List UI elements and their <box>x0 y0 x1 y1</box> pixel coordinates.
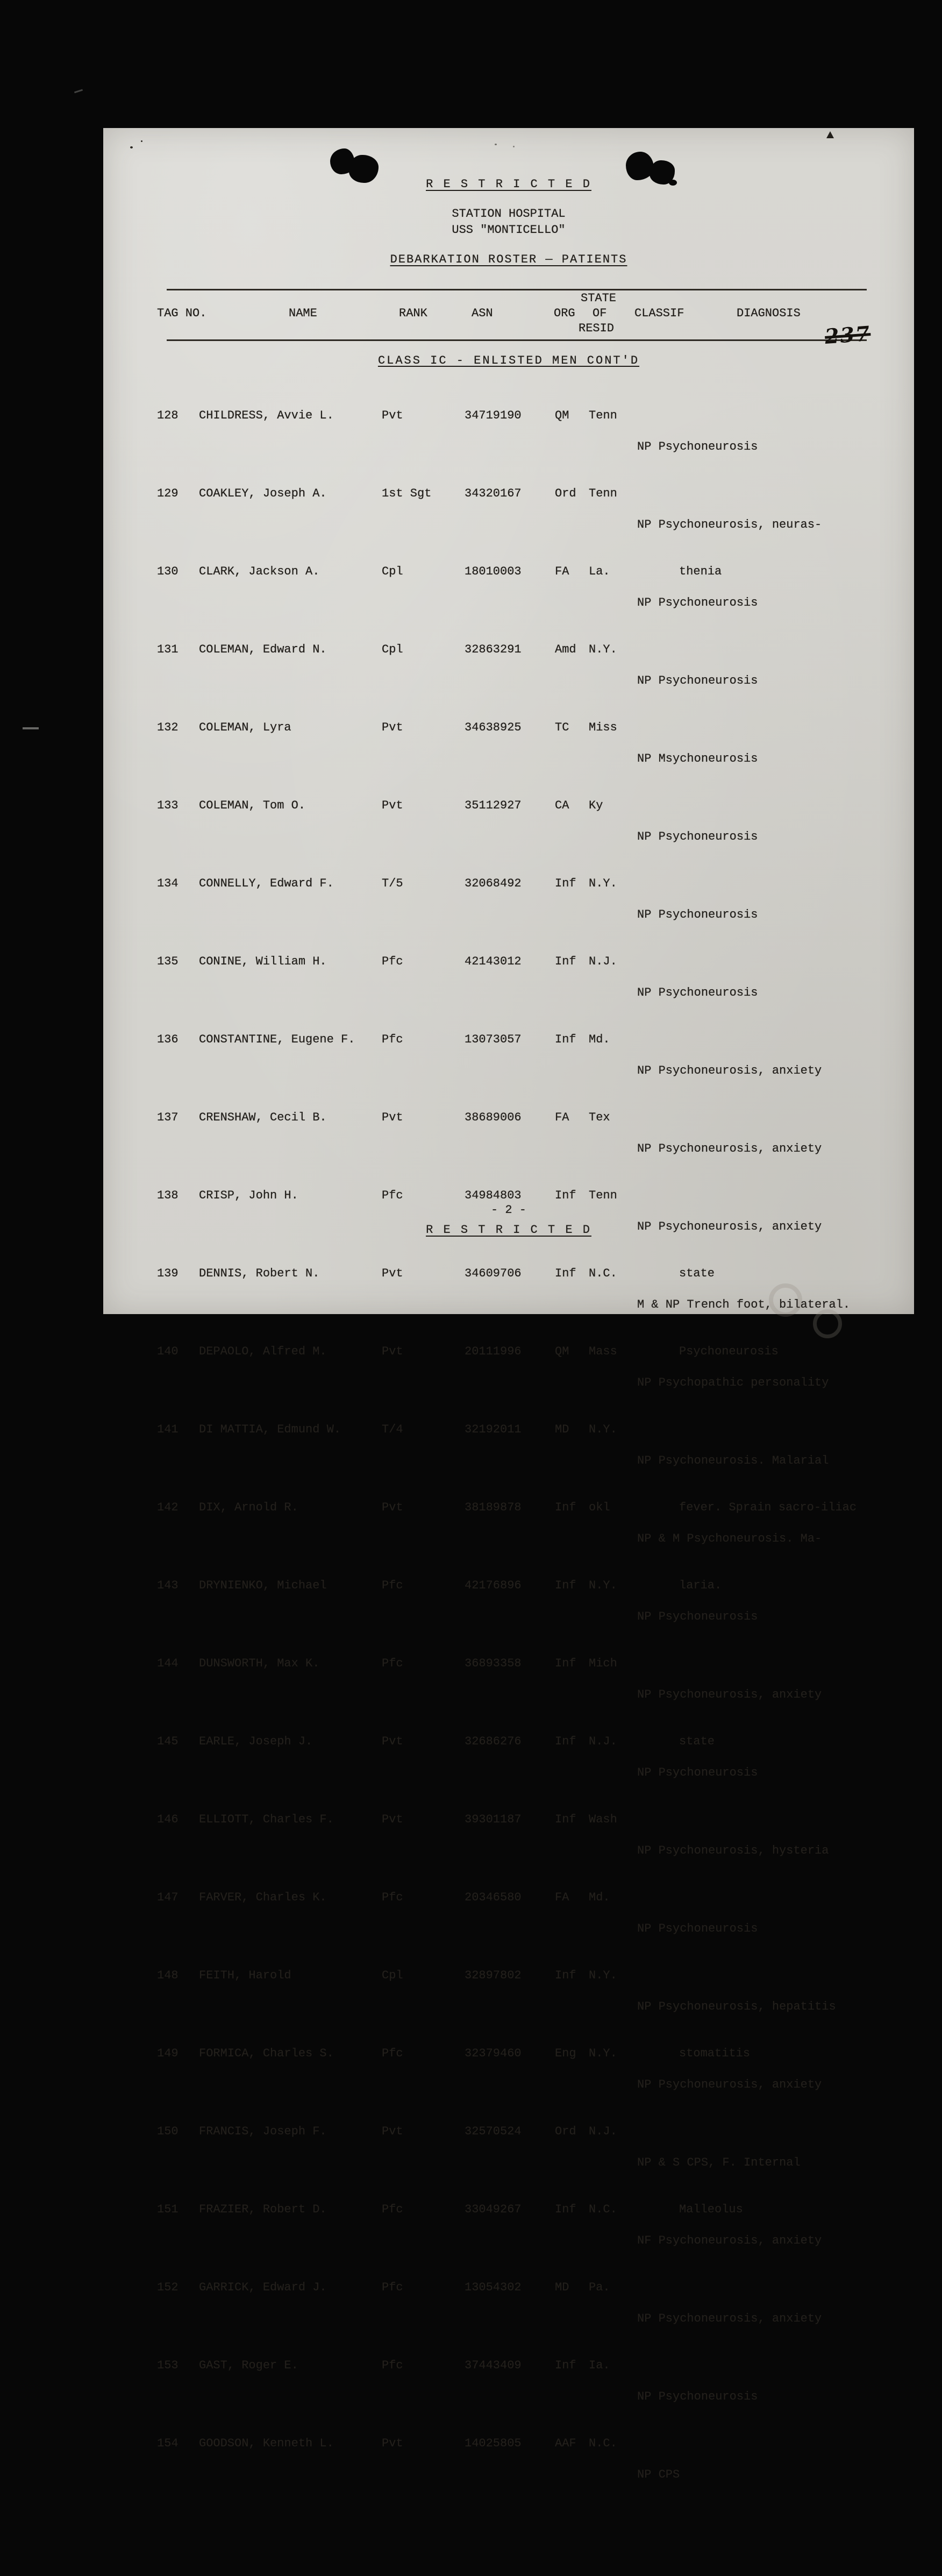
tag-no: 136 <box>157 1033 179 1046</box>
patient-name: ELLIOTT, Charles F. <box>199 1813 334 1826</box>
diagnosis: Psychoneurosis, anxiety <box>651 2234 822 2247</box>
table-row <box>103 2202 914 2247</box>
state-of-resid: Mich <box>589 1657 617 1670</box>
org: Inf <box>555 1579 576 1592</box>
asn: 32068492 <box>465 877 522 890</box>
letterhead-hospital: STATION HOSPITAL <box>452 207 566 221</box>
tag-no: 128 <box>157 409 179 422</box>
org: Inf <box>555 955 576 968</box>
asn: 20111996 <box>465 1345 522 1358</box>
scan-speck <box>495 144 497 145</box>
state-of-resid: N.Y. <box>589 643 617 656</box>
diagnosis: Psychoneurosis <box>651 2390 758 2403</box>
table-row <box>103 564 914 609</box>
document-title: DEBARKATION ROSTER — PATIENTS <box>390 253 627 266</box>
col-header-rank: RANK <box>399 307 427 320</box>
state-of-resid: Md. <box>589 1891 610 1904</box>
rank: Pfc <box>382 2203 403 2216</box>
asn: 34719190 <box>465 409 522 422</box>
rank: Pfc <box>382 2359 403 2372</box>
patient-name: CONINE, William H. <box>199 955 327 968</box>
classif: NP <box>637 1844 652 1857</box>
org: AAF <box>555 2437 576 2450</box>
diagnosis: Psychoneurosis <box>651 674 758 687</box>
tag-no: 151 <box>157 2203 179 2216</box>
diagnosis-continuation: laria. <box>679 1579 722 1592</box>
org: Inf <box>555 1267 576 1280</box>
classif-and-diagnosis <box>637 2358 910 2436</box>
org: QM <box>555 1345 569 1358</box>
asn: 32897802 <box>465 1969 522 1982</box>
classif-and-diagnosis <box>637 798 910 876</box>
diagnosis: Psychoneurosis <box>651 1610 758 1623</box>
letterhead-ship: USS "MONTICELLO" <box>452 223 566 237</box>
classif-and-diagnosis <box>637 720 910 798</box>
org: Inf <box>555 1813 576 1826</box>
diagnosis: Psychoneurosis <box>651 1922 758 1935</box>
patient-name: CLARK, Jackson A. <box>199 565 320 578</box>
classif: NP <box>637 1688 652 1701</box>
org: FA <box>555 1111 569 1124</box>
classif-and-diagnosis <box>637 1812 910 1890</box>
patient-name: FORMICA, Charles S. <box>199 2047 334 2060</box>
classif: NP <box>637 1922 652 1935</box>
classif: NP <box>637 2000 652 2013</box>
col-header-resid: RESID <box>579 322 615 335</box>
table-row <box>103 954 914 999</box>
rank: Pvt <box>382 1813 403 1826</box>
rank: Pfc <box>382 1033 403 1046</box>
classification-banner-top: R E S T R I C T E D <box>426 178 591 191</box>
asn: 33049267 <box>465 2203 522 2216</box>
classif-and-diagnosis <box>637 1032 910 1110</box>
rank: Pvt <box>382 1345 403 1358</box>
rank: Pfc <box>382 1189 403 1202</box>
table-row <box>103 1890 914 1935</box>
state-of-resid: N.Y. <box>589 2047 617 2060</box>
diagnosis-continuation: thenia <box>679 565 722 578</box>
org: Inf <box>555 877 576 890</box>
tag-no: 135 <box>157 955 179 968</box>
asn: 32570524 <box>465 2125 522 2138</box>
asn: 34320167 <box>465 487 522 500</box>
col-header-org: ORG <box>554 307 575 320</box>
org: Inf <box>555 2359 576 2372</box>
diagnosis: Msychoneurosis <box>651 752 758 765</box>
patient-name: CONSTANTINE, Eugene F. <box>199 1033 355 1046</box>
patient-name: FRANCIS, Joseph F. <box>199 2125 327 2138</box>
patient-name: CONNELLY, Edward F. <box>199 877 334 890</box>
org: Inf <box>555 1189 576 1202</box>
tag-no: 145 <box>157 1735 179 1748</box>
table-row <box>103 720 914 765</box>
tag-no: 149 <box>157 2047 179 2060</box>
patient-name: DIX, Arnold R. <box>199 1501 298 1514</box>
col-header-diagnosis: DIAGNOSIS <box>737 307 801 320</box>
tag-no: 138 <box>157 1189 179 1202</box>
diagnosis: Psychoneurosis, neuras- <box>651 518 822 531</box>
col-header-classif: CLASSIF <box>634 307 684 320</box>
classif-and-diagnosis <box>637 1890 910 1968</box>
org: Inf <box>555 1501 576 1514</box>
diagnosis: Psychoneurosis, hepatitis <box>651 2000 836 2013</box>
patient-name: EARLE, Joseph J. <box>199 1735 313 1748</box>
org: Inf <box>555 1033 576 1046</box>
patient-name: FARVER, Charles K. <box>199 1891 327 1904</box>
table-row <box>103 876 914 921</box>
tag-no: 131 <box>157 643 179 656</box>
classif: NF <box>637 2234 652 2247</box>
table-row <box>103 2046 914 2091</box>
patient-name: COLEMAN, Tom O. <box>199 799 306 812</box>
tag-no: 130 <box>157 565 179 578</box>
classif-and-diagnosis <box>637 1110 910 1188</box>
state-of-resid: Tenn <box>589 1189 617 1202</box>
patient-name: FRAZIER, Robert D. <box>199 2203 327 2216</box>
rank: Pfc <box>382 955 403 968</box>
asn: 20346580 <box>465 1891 522 1904</box>
asn: 42176896 <box>465 1579 522 1592</box>
org: Ord <box>555 487 576 500</box>
table-rule-bottom <box>167 339 867 341</box>
patient-name: FEITH, Harold <box>199 1969 291 1982</box>
state-of-resid: Tenn <box>589 409 617 422</box>
classif: M & NP <box>637 1298 680 1311</box>
classif: NP <box>637 1376 652 1389</box>
patient-name: GOODSON, Kenneth L. <box>199 2437 334 2450</box>
table-row <box>103 1734 914 1779</box>
org: MD <box>555 1423 569 1436</box>
rank: Pvt <box>382 1735 403 1748</box>
state-of-resid: N.C. <box>589 2437 617 2450</box>
section-heading: CLASS IC - ENLISTED MEN CONT'D <box>377 354 640 367</box>
rank: Pvt <box>382 1111 403 1124</box>
classif-and-diagnosis <box>637 2280 910 2358</box>
patient-name: DRYNIENKO, Michael <box>199 1579 327 1592</box>
asn: 18010003 <box>465 565 522 578</box>
rank: Pvt <box>382 799 403 812</box>
scan-speck <box>513 146 515 147</box>
diagnosis: CPS <box>651 2468 680 2481</box>
tag-no: 146 <box>157 1813 179 1826</box>
asn: 42143012 <box>465 955 522 968</box>
asn: 38189878 <box>465 1501 522 1514</box>
rank: Pfc <box>382 1657 403 1670</box>
classif: NP <box>637 596 652 609</box>
diagnosis: Trench foot, bilateral. <box>680 1298 851 1311</box>
rank: Cpl <box>382 643 403 656</box>
org: CA <box>555 799 569 812</box>
classification-banner-bottom: R E S T R I C T E D <box>426 1223 591 1237</box>
state-of-resid: N.J. <box>589 1735 617 1748</box>
asn: 14025805 <box>465 2437 522 2450</box>
diagnosis-continuation: stomatitis <box>679 2047 751 2060</box>
tag-no: 148 <box>157 1969 179 1982</box>
patient-name: COAKLEY, Joseph A. <box>199 487 327 500</box>
classif: NP & M <box>637 1532 680 1545</box>
state-of-resid: Ky <box>589 799 603 812</box>
tag-no: 142 <box>157 1501 179 1514</box>
patient-name: CRENSHAW, Cecil B. <box>199 1111 327 1124</box>
org: Inf <box>555 1735 576 1748</box>
org: Eng <box>555 2047 576 2060</box>
table-row <box>103 1032 914 1077</box>
scan-artifact-dash <box>23 727 39 729</box>
col-header-state: STATE <box>581 292 617 305</box>
org: Inf <box>555 1969 576 1982</box>
asn: 32686276 <box>465 1735 522 1748</box>
org: FA <box>555 565 569 578</box>
state-of-resid: N.C. <box>589 1267 617 1280</box>
rank: Pvt <box>382 2437 403 2450</box>
classif: NP <box>637 440 652 453</box>
table-row <box>103 2436 914 2481</box>
tag-no: 143 <box>157 1579 179 1592</box>
asn: 34984803 <box>465 1189 522 1202</box>
tag-no: 140 <box>157 1345 179 1358</box>
classif: NP <box>637 1220 652 1233</box>
paper-sheet <box>103 128 914 2481</box>
tag-no: 132 <box>157 721 179 734</box>
classif: NP <box>637 2312 652 2325</box>
table-row <box>103 408 914 453</box>
tag-no: 153 <box>157 2359 179 2372</box>
classif: NP <box>637 1766 652 1779</box>
diagnosis: Psychoneurosis. Malarial <box>651 1454 829 1467</box>
asn: 35112927 <box>465 799 522 812</box>
diagnosis: Psychoneurosis <box>651 830 758 843</box>
diagnosis: Psychoneurosis. Ma- <box>680 1532 822 1545</box>
handwritten-page-number: 237 <box>824 321 872 349</box>
patient-name: GARRICK, Edward J. <box>199 2281 327 2294</box>
state-of-resid: N.Y. <box>589 1969 617 1982</box>
diagnosis-continuation: state <box>679 1735 715 1748</box>
table-row <box>103 1578 914 1623</box>
diagnosis: Psychoneurosis, anxiety <box>651 1142 822 1155</box>
classif: NP <box>637 752 652 765</box>
diagnosis-continuation: state <box>679 1267 715 1280</box>
rank: Pvt <box>382 1501 403 1514</box>
scan-artifact-triangle <box>826 131 834 138</box>
asn: 38689006 <box>465 1111 522 1124</box>
table-row <box>103 2358 914 2403</box>
classif: NP <box>637 1454 652 1467</box>
table-row <box>103 1812 914 1857</box>
tag-no: 129 <box>157 487 179 500</box>
org: Amd <box>555 643 576 656</box>
col-header-name: NAME <box>289 307 317 320</box>
rank: Pfc <box>382 2047 403 2060</box>
col-header-state-of: OF <box>593 307 607 320</box>
state-of-resid: okl <box>589 1501 610 1514</box>
table-row <box>103 1344 914 1389</box>
tag-no: 137 <box>157 1111 179 1124</box>
state-of-resid: N.J. <box>589 2125 617 2138</box>
classif-and-diagnosis <box>637 564 910 642</box>
patient-name: CRISP, John H. <box>199 1189 298 1202</box>
patient-name: COLEMAN, Lyra <box>199 721 291 734</box>
asn: 13073057 <box>465 1033 522 1046</box>
classif: NP <box>637 2468 652 2481</box>
rank: T/5 <box>382 877 403 890</box>
state-of-resid: N.J. <box>589 955 617 968</box>
classif-and-diagnosis <box>637 1578 910 1656</box>
state-of-resid: Ia. <box>589 2359 610 2372</box>
tag-no: 150 <box>157 2125 179 2138</box>
page-number: - 2 - <box>490 1203 526 1217</box>
state-of-resid: N.C. <box>589 2203 617 2216</box>
patient-name: DUNSWORTH, Max K. <box>199 1657 320 1670</box>
classif: NP <box>637 908 652 921</box>
classif-and-diagnosis <box>637 1734 910 1812</box>
rank: 1st Sgt <box>382 487 432 500</box>
state-of-resid: Tenn <box>589 487 617 500</box>
asn: 37443409 <box>465 2359 522 2372</box>
classif: NP <box>637 518 652 531</box>
diagnosis: Psychoneurosis, anxiety <box>651 2078 822 2091</box>
classif-and-diagnosis <box>637 954 910 1032</box>
diagnosis: Psychoneurosis <box>651 440 758 453</box>
roster-rows <box>103 377 914 2482</box>
state-of-resid: Wash <box>589 1813 617 1826</box>
asn: 32863291 <box>465 643 522 656</box>
classif: NP <box>637 1142 652 1155</box>
org: MD <box>555 2281 569 2294</box>
diagnosis: Psychopathic personality <box>651 1376 829 1389</box>
state-of-resid: Miss <box>589 721 617 734</box>
diagnosis: Psychoneurosis, anxiety <box>651 1064 822 1077</box>
table-row <box>103 642 914 687</box>
table-row <box>103 1110 914 1155</box>
rank: T/4 <box>382 1423 403 1436</box>
asn: 34638925 <box>465 721 522 734</box>
asn: 32379460 <box>465 2047 522 2060</box>
classif-and-diagnosis <box>637 642 910 720</box>
scan-artifact-tick <box>74 89 83 94</box>
rank: Pvt <box>382 721 403 734</box>
tag-no: 154 <box>157 2437 179 2450</box>
asn: 36893358 <box>465 1657 522 1670</box>
rank: Pfc <box>382 1891 403 1904</box>
classif-and-diagnosis <box>637 2436 910 2514</box>
state-of-resid: Mass <box>589 1345 617 1358</box>
state-of-resid: N.Y. <box>589 877 617 890</box>
classif: NP <box>637 986 652 999</box>
rank: Pvt <box>382 409 403 422</box>
org: Inf <box>555 1657 576 1670</box>
patient-name: DEPAOLO, Alfred M. <box>199 1345 327 1358</box>
patient-name: GAST, Roger E. <box>199 2359 298 2372</box>
classif-and-diagnosis <box>637 876 910 954</box>
rank: Pvt <box>382 1267 403 1280</box>
classif: NP <box>637 1610 652 1623</box>
tag-no: 147 <box>157 1891 179 1904</box>
state-of-resid: Tex <box>589 1111 610 1124</box>
rank: Pvt <box>382 2125 403 2138</box>
state-of-resid: La. <box>589 565 610 578</box>
diagnosis-continuation: Psychoneurosis <box>679 1345 779 1358</box>
diagnosis: Psychoneurosis <box>651 1766 758 1779</box>
diagnosis-continuation: Malleolus <box>679 2203 743 2216</box>
tag-no: 139 <box>157 1267 179 1280</box>
diagnosis: Psychoneurosis, hysteria <box>651 1844 829 1857</box>
rank: Cpl <box>382 565 403 578</box>
col-header-tag-no: TAG NO. <box>157 307 207 320</box>
asn: 32192011 <box>465 1423 522 1436</box>
diagnosis: CPS, F. Internal <box>680 2156 801 2169</box>
classif: NP <box>637 2078 652 2091</box>
classif-and-diagnosis <box>637 2046 910 2124</box>
rank: Cpl <box>382 1969 403 1982</box>
tag-no: 133 <box>157 799 179 812</box>
tag-no: 141 <box>157 1423 179 1436</box>
org: QM <box>555 409 569 422</box>
rank: Pfc <box>382 1579 403 1592</box>
state-of-resid: N.Y. <box>589 1423 617 1436</box>
table-row <box>103 798 914 843</box>
patient-name: COLEMAN, Edward N. <box>199 643 327 656</box>
scan-speck <box>141 140 142 142</box>
tag-no: 134 <box>157 877 179 890</box>
tag-no: 152 <box>157 2281 179 2294</box>
org: FA <box>555 1891 569 1904</box>
classif: NP <box>637 830 652 843</box>
classif-and-diagnosis <box>637 408 910 486</box>
classif: NP <box>637 1064 652 1077</box>
classif: NP & S <box>637 2156 680 2169</box>
diagnosis-continuation: fever. Sprain sacro-iliac <box>679 1501 857 1514</box>
state-of-resid: Md. <box>589 1033 610 1046</box>
org: TC <box>555 721 569 734</box>
classif: NP <box>637 674 652 687</box>
state-of-resid: N.Y. <box>589 1579 617 1592</box>
patient-name: DENNIS, Robert N. <box>199 1267 320 1280</box>
scan-speck <box>130 146 133 148</box>
classif-and-diagnosis <box>637 1344 910 1422</box>
diagnosis: Psychoneurosis <box>651 986 758 999</box>
col-header-asn: ASN <box>472 307 493 320</box>
tag-no: 144 <box>157 1657 179 1670</box>
asn: 39301187 <box>465 1813 522 1826</box>
rank: Pfc <box>382 2281 403 2294</box>
asn: 13054302 <box>465 2281 522 2294</box>
asn: 34609706 <box>465 1267 522 1280</box>
patient-name: CHILDRESS, Avvie L. <box>199 409 334 422</box>
diagnosis: Psychoneurosis <box>651 908 758 921</box>
table-rule-top <box>167 289 867 290</box>
diagnosis: Psychoneurosis, anxiety <box>651 1688 822 1701</box>
classif-and-diagnosis <box>637 2202 910 2280</box>
patient-name: DI MATTIA, Edmund W. <box>199 1423 341 1436</box>
diagnosis: Psychoneurosis, anxiety <box>651 2312 822 2325</box>
classif: NP <box>637 2390 652 2403</box>
org: Inf <box>555 2203 576 2216</box>
state-of-resid: Pa. <box>589 2281 610 2294</box>
org: Ord <box>555 2125 576 2138</box>
diagnosis: Psychoneurosis, anxiety <box>651 1220 822 1233</box>
diagnosis: Psychoneurosis <box>651 596 758 609</box>
table-row <box>103 2280 914 2325</box>
